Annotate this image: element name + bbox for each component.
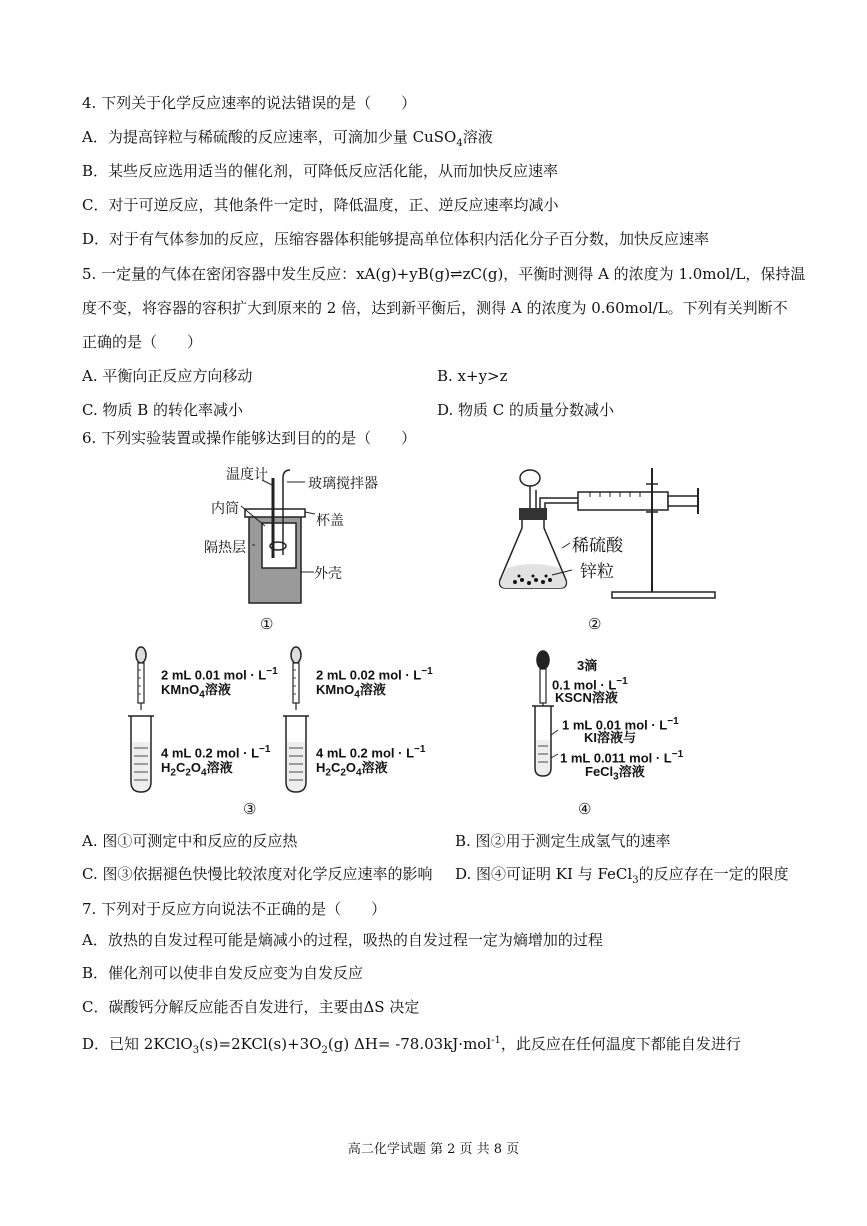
q4-option-a: A．为提高锌粒与稀硫酸的反应速率，可滴加少量 CuSO$_4$溶液 bbox=[82, 128, 493, 149]
label-glass-stirrer: 玻璃搅拌器 bbox=[308, 476, 378, 492]
q4-option-c: C．对于可逆反应，其他条件一定时，降低温度，正、逆反应速率均减小 bbox=[82, 196, 559, 214]
q7-stem: 7. 下列对于反应方向说法不正确的是（ ） bbox=[82, 900, 387, 918]
q5-stem-line1: 5. 一定量的气体在密闭容器中发生反应：xA(g)+yB(g)⇌zC(g)，平衡时测得 A 的浓度为 1.0mol/L，保持温 bbox=[82, 265, 806, 283]
q7-option-b: B．催化剂可以使非自发反应变为自发反应 bbox=[82, 964, 364, 982]
label-insulation: 隔热层 bbox=[204, 540, 246, 556]
kscn-solution: KSCN溶液 bbox=[555, 690, 618, 705]
q6-option-b: B. 图②用于测定生成氢气的速率 bbox=[455, 832, 671, 850]
q7-option-a: A．放热的自发过程可能是熵减小的过程，吸热的自发过程一定为熵增加的过程 bbox=[82, 931, 603, 949]
label-thermometer: 温度计 bbox=[226, 467, 268, 483]
q4-option-b: B．某些反应选用适当的催化剂，可降低反应活化能，从而加快反应速率 bbox=[82, 162, 559, 180]
label-inner-cup: 内筒 bbox=[211, 501, 239, 517]
left-dropper-concentration: 2 mL 0.01 mol · $L^{-1}$ bbox=[161, 666, 278, 683]
ki-concentration: 1 mL 0.01 mol · $L^{-1}$ bbox=[562, 716, 679, 733]
kscn-drops: 3滴 bbox=[577, 658, 598, 673]
left-tube-concentration: 4 mL 0.2 mol · $L^{-1}$ bbox=[161, 744, 271, 761]
left-dropper-solution: KMnO$_4$溶液 bbox=[161, 682, 231, 701]
left-tube-solution: $H_2C_2O_4$溶液 bbox=[161, 760, 233, 779]
label-lid: 杯盖 bbox=[316, 513, 344, 529]
right-tube-concentration: 4 mL 0.2 mol · $L^{-1}$ bbox=[316, 744, 426, 761]
figure-2-number: ② bbox=[588, 615, 602, 633]
kscn-concentration: 0.1 mol · $L^{-1}$ bbox=[552, 676, 628, 693]
dropper-kscn bbox=[537, 651, 549, 669]
label-shell: 外壳 bbox=[314, 566, 342, 582]
q6-option-c: C. 图③依据褪色快慢比较浓度对化学反应速率的影响 bbox=[82, 865, 433, 883]
label-dilute-sulfuric-acid: 稀硫酸 bbox=[572, 536, 623, 556]
q5-option-c: C. 物质 B 的转化率减小 bbox=[82, 401, 244, 419]
fecl3-solution: FeCl$_3$溶液 bbox=[585, 764, 645, 783]
q7-option-c: C．碳酸钙分解反应能否自发进行，主要由ΔS 决定 bbox=[82, 998, 420, 1016]
q5-stem-line3: 正确的是（ ） bbox=[82, 333, 203, 351]
q5-option-b: B. x+y>z bbox=[437, 367, 508, 385]
right-tube-solution: $H_2C_2O_4$溶液 bbox=[316, 760, 388, 779]
figure-4-number: ④ bbox=[578, 800, 592, 818]
page-footer: 高二化学试题 第 2 页 共 8 页 bbox=[347, 1142, 520, 1157]
figure-3-number: ③ bbox=[243, 800, 257, 818]
label-zinc-granules: 锌粒 bbox=[580, 562, 614, 582]
right-dropper-solution: KMnO$_4$溶液 bbox=[316, 682, 386, 701]
q5-option-a: A. 平衡向正反应方向移动 bbox=[82, 367, 253, 385]
q6-option-d: D. 图④可证明 KI 与 FeCl$_3$的反应存在一定的限度 bbox=[455, 865, 789, 886]
right-dropper-concentration: 2 mL 0.02 mol · $L^{-1}$ bbox=[316, 666, 433, 683]
ki-solution: KI溶液与 bbox=[584, 730, 637, 745]
q6-stem: 6. 下列实验装置或操作能够达到目的的是（ ） bbox=[82, 429, 417, 447]
q5-option-d: D. 物质 C 的质量分数减小 bbox=[437, 401, 615, 419]
fecl3-concentration: 1 mL 0.011 mol · $L^{-1}$ bbox=[560, 749, 684, 766]
q4-stem: 4. 下列关于化学反应速率的说法错误的是（ ） bbox=[82, 94, 417, 112]
q4-option-d: D．对于有气体参加的反应，压缩容器体积能够提高单位体积内活化分子百分数，加快反应速率 bbox=[82, 230, 710, 248]
q7-option-d: D．已知 $2KClO_3(s)=2KCl(s)+3O_2(g)$ ΔH= -78.03kJ·mol$^{-1}$，此反应在任何温度下都能自发进行 bbox=[82, 1035, 741, 1056]
q5-stem-line2: 度不变，将容器的容积扩大到原来的 2 倍，达到新平衡后，测得 A 的浓度为 0.60mol/L。下列有关判断不 bbox=[82, 299, 788, 317]
figure-1-number: ① bbox=[260, 615, 274, 633]
q6-option-a: A. 图①可测定中和反应的反应热 bbox=[82, 832, 298, 850]
